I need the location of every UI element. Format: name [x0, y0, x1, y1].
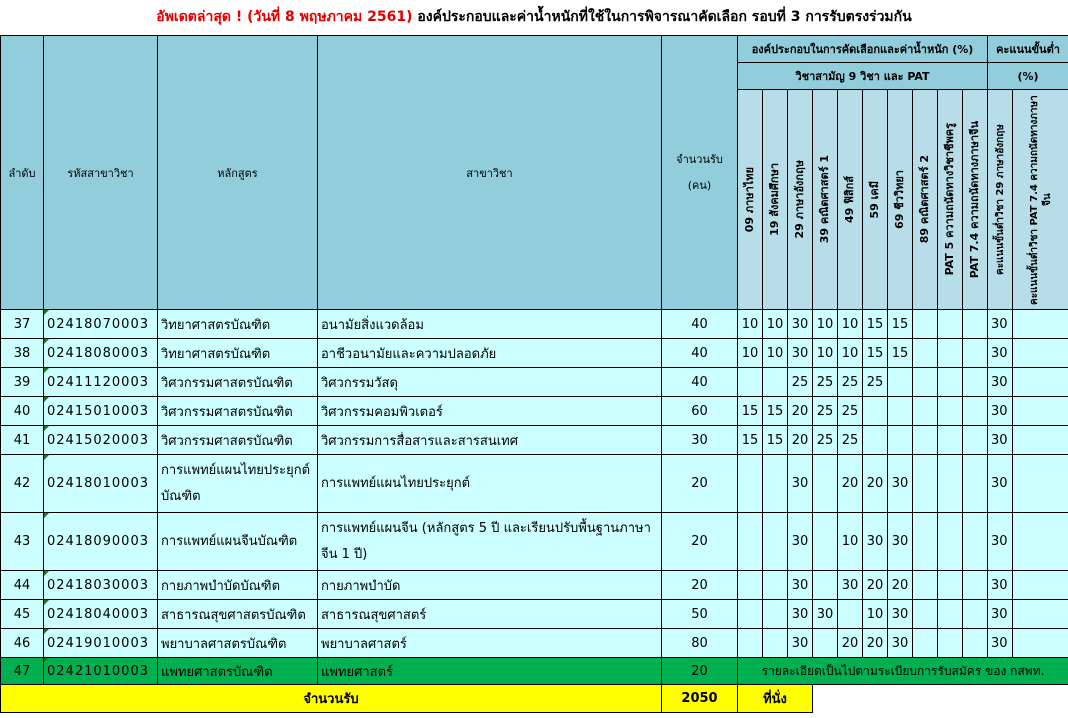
- header-min-subject: [988, 90, 1013, 310]
- cell-code: 02415010003: [44, 397, 158, 426]
- cell-weight: 10: [838, 310, 863, 339]
- cell-weight: [963, 310, 988, 339]
- cell-weight: [738, 455, 763, 513]
- cell-weight: [813, 571, 838, 600]
- cell-seats: 40: [662, 310, 738, 339]
- header-subject: [788, 90, 813, 310]
- cell-weight: [813, 513, 838, 571]
- cell-program: การแพทย์แผนจีนบัณฑิต: [158, 513, 318, 571]
- cell-weight: [913, 571, 938, 600]
- cell-major: อนามัยสิ่งแวดล้อม: [318, 310, 662, 339]
- cell-weight: 10: [863, 600, 888, 629]
- total-blank: [813, 685, 1068, 713]
- cell-weight: 10: [838, 339, 863, 368]
- cell-major: แพทยศาสตร์: [318, 658, 662, 685]
- cell-min-score: 30: [988, 339, 1013, 368]
- table-row: [1, 513, 1068, 571]
- cell-weight: 20: [838, 455, 863, 513]
- header-weights-group: องค์ประกอบในการคัดเลือกและค่าน้ำหนัก (%): [738, 36, 988, 63]
- header-subject: [838, 90, 863, 310]
- header-min-score: คะแนนขั้นต่ำ: [988, 36, 1068, 63]
- cell-code: 02418010003: [44, 455, 158, 513]
- cell-weight: 30: [888, 455, 913, 513]
- total-value: 2050: [662, 685, 738, 713]
- cell-min-score: [1013, 455, 1068, 513]
- cell-weight: 30: [788, 571, 813, 600]
- cell-min-score: 30: [988, 629, 1013, 658]
- cell-major: กายภาพบำบัด: [318, 571, 662, 600]
- table-row-highlight: [1, 658, 1068, 685]
- cell-order: 43: [1, 513, 44, 571]
- cell-weight: 25: [838, 426, 863, 455]
- cell-major: การแพทย์แผนจีน (หลักสูตร 5 ปี และเรียนปรับพื้นฐานภาษาจีน 1 ปี): [318, 513, 662, 571]
- cell-major: พยาบาลศาสตร์: [318, 629, 662, 658]
- table-row: [1, 600, 1068, 629]
- cell-code: 02419010003: [44, 629, 158, 658]
- table-row: [1, 339, 1068, 368]
- cell-code: 02418030003: [44, 571, 158, 600]
- cell-weight: [938, 455, 963, 513]
- cell-seats: 50: [662, 600, 738, 629]
- cell-seats: 40: [662, 339, 738, 368]
- cell-weight: [938, 629, 963, 658]
- cell-weight: [913, 600, 938, 629]
- cell-weight: [938, 310, 963, 339]
- cell-seats: 20: [662, 658, 738, 685]
- header-subject: [938, 90, 963, 310]
- cell-weight: 25: [813, 368, 838, 397]
- subject-label: 29 ภาษาอังกฤษ: [793, 160, 806, 239]
- cell-seats: 80: [662, 629, 738, 658]
- cell-weight: 30: [888, 513, 913, 571]
- cell-weight: 30: [888, 600, 913, 629]
- header-min-subject: [1013, 90, 1068, 310]
- cell-weight: 25: [788, 368, 813, 397]
- cell-weight: [738, 513, 763, 571]
- cell-program: วิศวกรรมศาสตรบัณฑิต: [158, 397, 318, 426]
- cell-weight: [938, 368, 963, 397]
- cell-seats: 20: [662, 455, 738, 513]
- cell-weight: 30: [788, 513, 813, 571]
- cell-weight: [888, 426, 913, 455]
- cell-weight: [963, 368, 988, 397]
- cell-weight: 25: [813, 426, 838, 455]
- cell-weight: 30: [788, 310, 813, 339]
- cell-order: 46: [1, 629, 44, 658]
- cell-major: วิศวกรรมการสื่อสารและสารสนเทศ: [318, 426, 662, 455]
- cell-order: 37: [1, 310, 44, 339]
- header-subject: [888, 90, 913, 310]
- cell-weight: 10: [738, 310, 763, 339]
- cell-order: 41: [1, 426, 44, 455]
- cell-weight: [863, 397, 888, 426]
- cell-weight: 15: [888, 339, 913, 368]
- cell-min-score: [1013, 426, 1068, 455]
- cell-weight: [763, 368, 788, 397]
- cell-min-score: 30: [988, 571, 1013, 600]
- cell-weight: 15: [763, 397, 788, 426]
- cell-weight: [888, 368, 913, 397]
- cell-program: การแพทย์แผนไทยประยุกต์บัณฑิต: [158, 455, 318, 513]
- cell-order: 40: [1, 397, 44, 426]
- cell-weight: [938, 397, 963, 426]
- cell-weight: [913, 397, 938, 426]
- cell-weight: [913, 426, 938, 455]
- cell-min-score: [1013, 600, 1068, 629]
- cell-weight: 10: [763, 310, 788, 339]
- cell-major: สาธารณสุขศาสตร์: [318, 600, 662, 629]
- cell-weight: [963, 513, 988, 571]
- cell-program: สาธารณสุขศาสตรบัณฑิต: [158, 600, 318, 629]
- cell-weight: [938, 600, 963, 629]
- cell-weight: [763, 600, 788, 629]
- cell-code: 02418070003: [44, 310, 158, 339]
- cell-order: 39: [1, 368, 44, 397]
- cell-weight: 30: [888, 629, 913, 658]
- cell-weight: 10: [813, 310, 838, 339]
- subject-label: 69 ชีววิทยา: [893, 170, 906, 229]
- cell-min-score: 30: [988, 600, 1013, 629]
- cell-weight: [913, 368, 938, 397]
- cell-weight: 15: [738, 426, 763, 455]
- cell-weight: [738, 571, 763, 600]
- table-row: [1, 368, 1068, 397]
- header-subject: [813, 90, 838, 310]
- cell-weight: [738, 368, 763, 397]
- cell-min-score: 30: [988, 310, 1013, 339]
- cell-min-score: 30: [988, 368, 1013, 397]
- cell-weight: [938, 339, 963, 368]
- cell-min-score: [1013, 368, 1068, 397]
- cell-weight: [963, 629, 988, 658]
- cell-code: 02411120003: [44, 368, 158, 397]
- cell-weight: [763, 513, 788, 571]
- cell-weight: 30: [838, 571, 863, 600]
- cell-weight: 10: [738, 339, 763, 368]
- cell-min-score: 30: [988, 455, 1013, 513]
- cell-min-score: 30: [988, 397, 1013, 426]
- cell-weight: 25: [813, 397, 838, 426]
- cell-weight: 20: [788, 426, 813, 455]
- cell-weight: 25: [838, 397, 863, 426]
- subject-label: 89 คณิตศาสตร์ 2: [918, 155, 931, 244]
- cell-major: วิศวกรรมวัสดุ: [318, 368, 662, 397]
- cell-weight: 30: [788, 600, 813, 629]
- cell-weight: [763, 455, 788, 513]
- cell-weight: [888, 397, 913, 426]
- cell-weight: [963, 600, 988, 629]
- cell-order: 38: [1, 339, 44, 368]
- cell-major: อาชีวอนามัยและความปลอดภัย: [318, 339, 662, 368]
- cell-weight: [913, 455, 938, 513]
- cell-weight: [763, 571, 788, 600]
- cell-seats: 40: [662, 368, 738, 397]
- cell-weight: [738, 629, 763, 658]
- cell-program: แพทยศาสตรบัณฑิต: [158, 658, 318, 685]
- cell-weight: [963, 571, 988, 600]
- cell-weight: 20: [863, 629, 888, 658]
- table-row: [1, 397, 1068, 426]
- cell-weight: 30: [813, 600, 838, 629]
- cell-weight: [913, 339, 938, 368]
- cell-weight: 20: [788, 397, 813, 426]
- cell-weight: 20: [888, 571, 913, 600]
- header-subject: [763, 90, 788, 310]
- cell-min-score: [1013, 339, 1068, 368]
- cell-program: กายภาพบำบัดบัณฑิต: [158, 571, 318, 600]
- cell-weight: 10: [838, 513, 863, 571]
- subject-label: 49 ฟิสิกส์: [843, 175, 856, 223]
- cell-program: พยาบาลศาสตรบัณฑิต: [158, 629, 318, 658]
- header-major: สาขาวิชา: [318, 36, 662, 310]
- cell-program: วิศวกรรมศาสตรบัณฑิต: [158, 426, 318, 455]
- table-row: [1, 426, 1068, 455]
- cell-weight: [813, 455, 838, 513]
- subject-label: PAT 5 ความถนัดทางวิชาชีพครู: [943, 123, 956, 276]
- cell-weight: [938, 571, 963, 600]
- cell-program: วิทยาศาสตรบัณฑิต: [158, 339, 318, 368]
- cell-weight: [913, 629, 938, 658]
- total-unit: ที่นั่ง: [738, 685, 813, 713]
- cell-major: การแพทย์แผนไทยประยุกต์: [318, 455, 662, 513]
- cell-min-score: [1013, 310, 1068, 339]
- header-subject: [863, 90, 888, 310]
- cell-seats: 20: [662, 513, 738, 571]
- title-update-date: อัพเดตล่าสุด ! (วันที่ 8 พฤษภาคม 2561): [156, 9, 413, 25]
- cell-note: รายละเอียดเป็นไปตามระเบียบการรับสมัคร ของ กสพท.: [738, 658, 1068, 685]
- cell-weight: [738, 600, 763, 629]
- cell-order: 42: [1, 455, 44, 513]
- table-row: [1, 310, 1068, 339]
- cell-weight: 10: [813, 339, 838, 368]
- header-order: ลำดับ: [1, 36, 44, 310]
- cell-weight: [763, 629, 788, 658]
- cell-weight: 30: [788, 629, 813, 658]
- cell-weight: 15: [863, 310, 888, 339]
- cell-weight: 25: [838, 368, 863, 397]
- cell-program: วิศวกรรมศาสตรบัณฑิต: [158, 368, 318, 397]
- total-label: จำนวนรับ: [1, 685, 662, 713]
- cell-seats: 60: [662, 397, 738, 426]
- cell-seats: 20: [662, 571, 738, 600]
- cell-weight: 10: [763, 339, 788, 368]
- cell-weight: 25: [863, 368, 888, 397]
- cell-code: 02415020003: [44, 426, 158, 455]
- cell-order: 45: [1, 600, 44, 629]
- cell-min-score: [1013, 571, 1068, 600]
- table-row: [1, 629, 1068, 658]
- cell-weight: 15: [863, 339, 888, 368]
- cell-weight: 20: [838, 629, 863, 658]
- cell-code: 02418040003: [44, 600, 158, 629]
- cell-min-score: [1013, 513, 1068, 571]
- subject-label: 39 คณิตศาสตร์ 1: [818, 155, 831, 244]
- header-program: หลักสูตร: [158, 36, 318, 310]
- cell-min-score: 30: [988, 426, 1013, 455]
- cell-order: 47: [1, 658, 44, 685]
- cell-code: 02418080003: [44, 339, 158, 368]
- cell-weight: [938, 426, 963, 455]
- cell-weight: [913, 310, 938, 339]
- cell-min-score: [1013, 629, 1068, 658]
- cell-weight: 20: [863, 455, 888, 513]
- header-min-unit: (%): [988, 63, 1068, 90]
- cell-weight: [963, 426, 988, 455]
- cell-weight: 15: [738, 397, 763, 426]
- admission-table: [0, 35, 1068, 713]
- cell-weight: 15: [763, 426, 788, 455]
- cell-min-score: 30: [988, 513, 1013, 571]
- title-text: องค์ประกอบและค่าน้ำหนักที่ใช้ในการพิจารณาคัดเลือก รอบที่ 3 การรับตรงร่วมกัน: [412, 9, 912, 25]
- cell-code: 02418090003: [44, 513, 158, 571]
- subject-label: 19 สังคมศึกษา: [768, 163, 781, 236]
- cell-weight: 30: [863, 513, 888, 571]
- cell-weight: [813, 629, 838, 658]
- total-row: [1, 685, 1068, 713]
- page-title: [0, 0, 1068, 35]
- subject-label: PAT 7.4 ความถนัดทางภาษาจีน: [968, 120, 981, 279]
- cell-weight: 30: [788, 339, 813, 368]
- cell-order: 44: [1, 571, 44, 600]
- header-seats: จำนวนรับ (คน): [662, 36, 738, 310]
- header-code: รหัสสาขาวิชา: [44, 36, 158, 310]
- header-subject: [738, 90, 763, 310]
- cell-weight: [913, 513, 938, 571]
- cell-major: วิศวกรรมคอมพิวเตอร์: [318, 397, 662, 426]
- header-weights-subgroup: วิชาสามัญ 9 วิชา และ PAT: [738, 63, 988, 90]
- subject-label: 59 เคมี: [868, 180, 881, 219]
- cell-weight: [838, 600, 863, 629]
- subject-label: 09 ภาษาไทย: [743, 166, 756, 233]
- cell-weight: 15: [888, 310, 913, 339]
- cell-weight: [963, 455, 988, 513]
- cell-weight: 20: [863, 571, 888, 600]
- cell-weight: 30: [788, 455, 813, 513]
- cell-weight: [963, 339, 988, 368]
- table-row: [1, 571, 1068, 600]
- min-subject-label: คะแนนขั้นต่ำวิชา PAT 7.4 ความถนัดทางภาษาจีน: [1028, 94, 1053, 305]
- cell-program: วิทยาศาสตรบัณฑิต: [158, 310, 318, 339]
- header-subject: [963, 90, 988, 310]
- cell-code: 02421010003: [44, 658, 158, 685]
- min-subject-label: คะแนนขั้นต่ำวิชา 29 ภาษาอังกฤษ: [994, 124, 1006, 275]
- cell-weight: [938, 513, 963, 571]
- cell-weight: [963, 397, 988, 426]
- cell-weight: [863, 426, 888, 455]
- header-subject: [913, 90, 938, 310]
- table-row: [1, 455, 1068, 513]
- cell-seats: 30: [662, 426, 738, 455]
- cell-min-score: [1013, 397, 1068, 426]
